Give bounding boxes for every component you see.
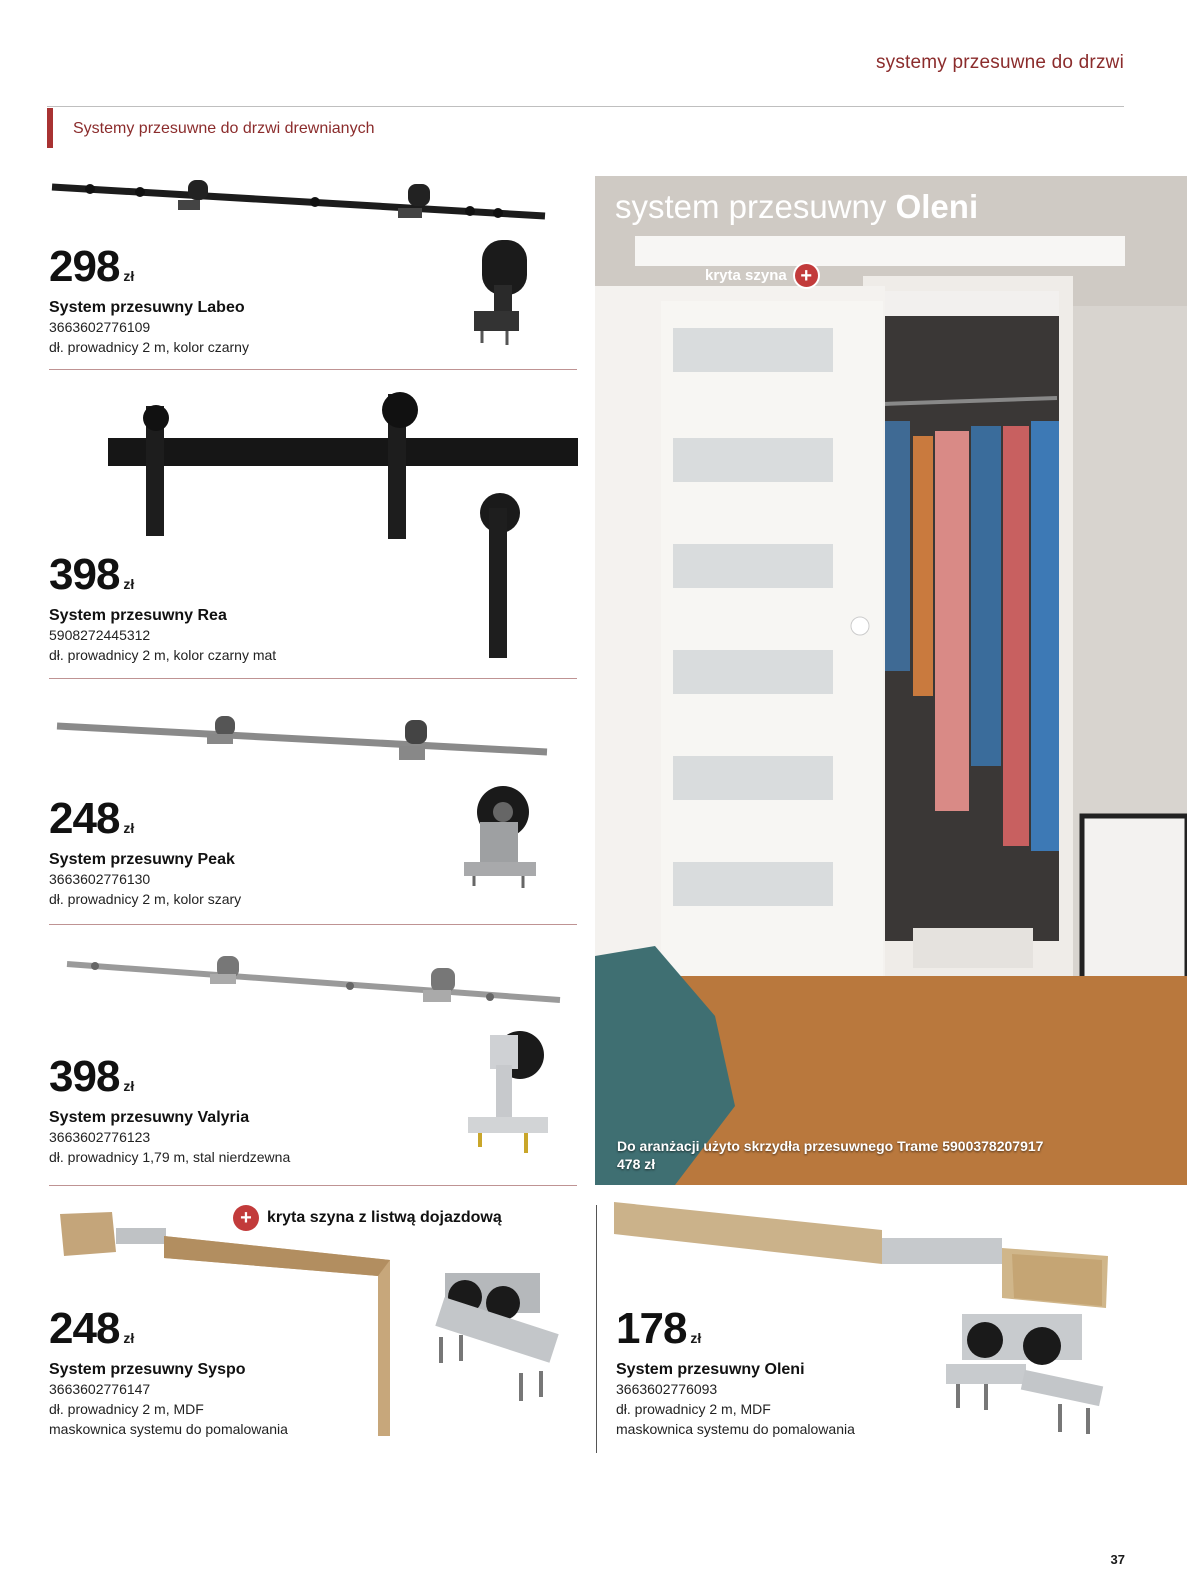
price-value: 298 <box>49 242 120 291</box>
price-value: 248 <box>49 794 120 843</box>
product-divider <box>49 369 577 370</box>
price-currency: zł <box>123 1330 135 1346</box>
photo-caption-text: Do aranżacji użyto skrzydła przesuwnego Trame 5900378207917 <box>617 1138 1044 1154</box>
product-code: 3663602776147 <box>49 1381 151 1397</box>
product-syspo <box>49 1304 577 1439</box>
page-header-title: systemy przesuwne do drzwi <box>875 52 1124 73</box>
photo-title-light: system przesuwny <box>615 188 887 225</box>
product-spec: dł. prowadnicy 2 m, MDF <box>49 1401 204 1417</box>
price-currency: zł <box>123 576 135 592</box>
price-currency: zł <box>123 1078 135 1094</box>
price-currency: zł <box>690 1330 702 1346</box>
product-divider <box>49 678 577 679</box>
product-code: 3663602776130 <box>49 871 151 887</box>
price <box>49 794 577 843</box>
product-labeo <box>49 242 577 357</box>
product-code: 3663602776109 <box>49 319 151 335</box>
price <box>616 1304 1016 1353</box>
room-scene-illustration <box>595 176 1187 1185</box>
product-spec: dł. prowadnicy 2 m, kolor czarny <box>49 339 249 355</box>
column-divider <box>596 1205 597 1453</box>
price-value: 248 <box>49 1304 120 1353</box>
oleni-mdf-rail-illustration <box>612 1198 1112 1310</box>
photo-caption-price: 478 zł <box>617 1156 656 1172</box>
product-spec: maskownica systemu do pomalowania <box>616 1421 855 1437</box>
product-code: 3663602776093 <box>616 1381 718 1397</box>
header-rule <box>47 106 1124 107</box>
price <box>49 242 577 291</box>
covered-rail-badge <box>705 262 820 289</box>
product-name: System przesuwny Labeo <box>49 299 245 316</box>
photo-title <box>615 188 978 226</box>
photo-title-bold: Oleni <box>895 188 979 225</box>
product-code: 5908272445312 <box>49 627 151 643</box>
product-code: 3663602776123 <box>49 1129 151 1145</box>
price-currency: zł <box>123 268 135 284</box>
section-title: Systemy przesuwne do drzwi drewnianych <box>73 120 375 137</box>
product-spec: dł. prowadnicy 2 m, kolor czarny mat <box>49 647 277 663</box>
peak-rail-illustration <box>55 712 550 772</box>
page-number: 37 <box>1110 1552 1125 1567</box>
section-accent-bar <box>47 108 53 148</box>
feature-badge-label: kryta szyna z listwą dojazdową <box>267 1209 502 1226</box>
product-spec: dł. prowadnicy 2 m, MDF <box>616 1401 771 1417</box>
labeo-rail-illustration <box>50 172 550 232</box>
price-currency: zł <box>123 820 135 836</box>
plus-icon: + <box>233 1205 259 1231</box>
price <box>49 1052 577 1101</box>
product-name: System przesuwny Oleni <box>616 1361 805 1378</box>
price <box>49 1304 577 1353</box>
photo-caption <box>617 1137 1043 1173</box>
product-name: System przesuwny Rea <box>49 607 227 624</box>
covered-rail-label: kryta szyna <box>705 267 787 284</box>
valyria-rail-illustration <box>65 952 565 1017</box>
product-spec: dł. prowadnicy 2 m, kolor szary <box>49 891 242 907</box>
oleni-lifestyle-photo <box>595 176 1187 1185</box>
product-divider <box>49 924 577 925</box>
price-value: 398 <box>49 550 120 599</box>
product-divider <box>49 1185 577 1186</box>
product-name: System przesuwny Valyria <box>49 1109 250 1126</box>
price-value: 398 <box>49 1052 120 1101</box>
product-rea <box>49 550 577 665</box>
plus-icon: + <box>793 262 820 289</box>
product-name: System przesuwny Peak <box>49 851 235 868</box>
price <box>49 550 577 599</box>
product-spec: dł. prowadnicy 1,79 m, stal nierdzewna <box>49 1149 291 1165</box>
product-valyria <box>49 1052 577 1167</box>
product-spec: maskownica systemu do pomalowania <box>49 1421 288 1437</box>
product-oleni <box>616 1304 1016 1439</box>
product-peak <box>49 794 577 909</box>
product-name: System przesuwny Syspo <box>49 1361 246 1378</box>
price-value: 178 <box>616 1304 687 1353</box>
